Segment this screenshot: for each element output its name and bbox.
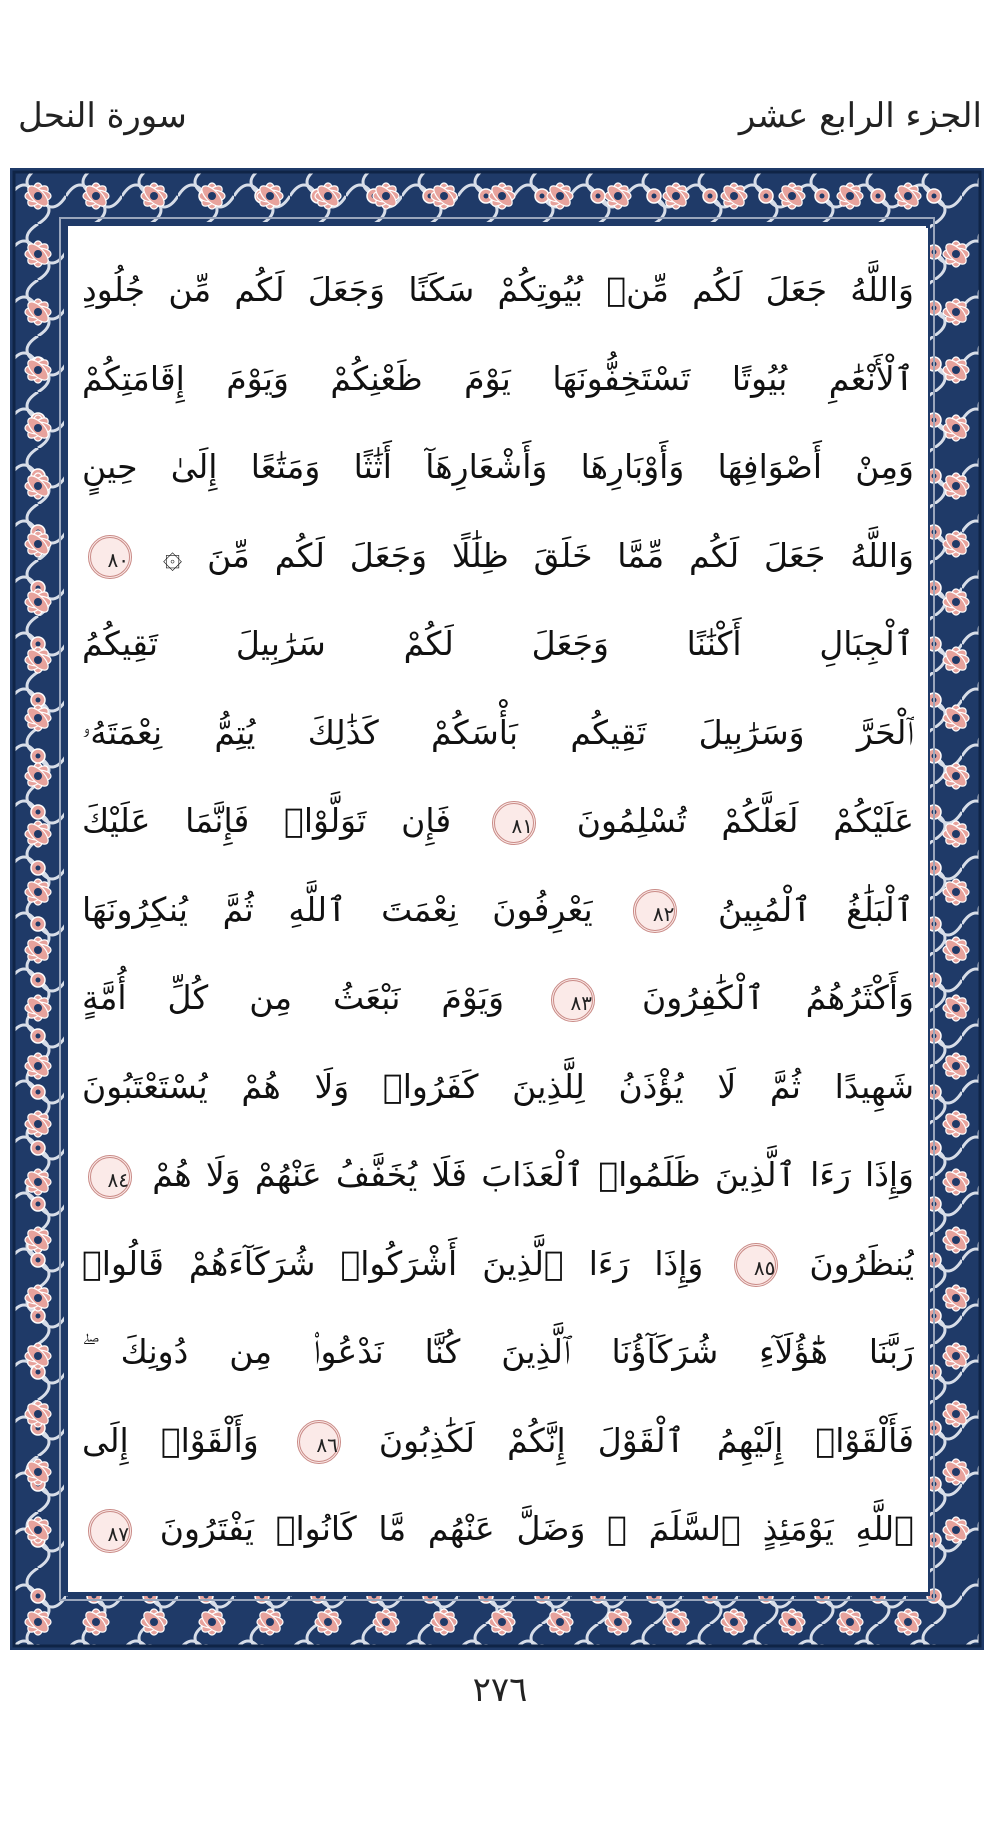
- rosette-ornament: [431, 183, 458, 210]
- rosette-ornament: [943, 647, 970, 674]
- rosette-ornament: [837, 183, 864, 210]
- rosette-ornament: [489, 183, 516, 210]
- rosette-ornament: [25, 1111, 52, 1138]
- rosette-ornament: [895, 1609, 922, 1636]
- rosette-ornament: [141, 1609, 168, 1636]
- verse-text: وَاللَّهُ جَعَلَ لَكُم مِّمَّا خَلَقَ ظِلَٰلًا وَجَعَلَ لَكُم مِّنَ: [207, 535, 914, 575]
- rosette-ornament: [547, 1609, 574, 1636]
- rosette-ornament: [373, 183, 400, 210]
- rosette-ornament: [943, 821, 970, 848]
- rosette-ornament: [943, 1517, 970, 1544]
- rosette-ornament: [25, 415, 52, 442]
- rosette-ornament: [25, 1609, 52, 1636]
- page-header: [0, 96, 1000, 156]
- rosette-ornament: [605, 1609, 632, 1636]
- verse-text: رَبَّنَا هَٰٓؤُلَآءِ شُرَكَآؤُنَا ٱلَّذِينَ كُنَّا نَدْعُوا۟ مِن دُونِكَ ۖ: [82, 1332, 914, 1371]
- rosette-ornament: [25, 1459, 52, 1486]
- rosette-ornament: [25, 357, 52, 384]
- rosette-ornament: [199, 1609, 226, 1636]
- rosette-ornament: [943, 241, 970, 268]
- rosette-ornament: [943, 763, 970, 790]
- rosette-ornament: [943, 937, 970, 964]
- rosette-ornament: [25, 1401, 52, 1428]
- verse-text: يُنظَرُونَ: [809, 1243, 914, 1283]
- rosette-ornament: [25, 1285, 52, 1312]
- rosette-ornament: [943, 705, 970, 732]
- verse-line: [82, 339, 914, 419]
- rosette-ornament: [25, 241, 52, 268]
- rosette-ornament: [943, 1401, 970, 1428]
- rosette-ornament: [25, 1343, 52, 1370]
- verse-line: [82, 870, 914, 950]
- verse-text: فَإِن تَوَلَّوْا۟ فَإِنَّمَا عَلَيْكَ: [82, 801, 452, 840]
- rosette-ornament: [943, 415, 970, 442]
- verse-text: وَإِذَا رَءَا ٱلَّذِينَ أَشْرَكُوا۟ شُرَكَآءَهُمْ قَالُوا۟: [82, 1243, 704, 1283]
- rosette-ornament: [943, 1053, 970, 1080]
- verse-text: وَيَوْمَ نَبْعَثُ مِن كُلِّ أُمَّةٍ: [82, 978, 505, 1017]
- rosette-ornament: [315, 1609, 342, 1636]
- rosette-ornament: [315, 183, 342, 210]
- verse-line: [82, 1489, 914, 1569]
- ayah-number-marker: ٨٥: [734, 1243, 778, 1287]
- rosette-ornament: [25, 531, 52, 558]
- verse-text: وَأَلْقَوْا۟ إِلَى: [82, 1420, 259, 1460]
- rosette-ornament: [837, 1609, 864, 1636]
- rosette-ornament: [431, 1609, 458, 1636]
- verse-line: [82, 427, 914, 507]
- rosette-ornament: [257, 1609, 284, 1636]
- ayah-number-marker: ٨٤: [88, 1155, 132, 1199]
- rosette-ornament: [25, 589, 52, 616]
- verse-text: ٱلْأَنْعَٰمِ بُيُوتًا تَسْتَخِفُّونَهَا يَوْمَ ظَعْنِكُمْ وَيَوْمَ إِقَامَتِكُمْ: [82, 358, 914, 398]
- rosette-ornament: [943, 357, 970, 384]
- verse-line: [82, 250, 914, 330]
- rosette-ornament: [489, 1609, 516, 1636]
- ayah-number-marker: ٨٣: [551, 978, 595, 1022]
- rosette-ornament: [943, 589, 970, 616]
- rosette-ornament: [25, 995, 52, 1022]
- rosette-ornament: [25, 1169, 52, 1196]
- rosette-ornament: [943, 1227, 970, 1254]
- rosette-ornament: [943, 473, 970, 500]
- verse-text: ٱلْجِبَالِ أَكْنَٰنًا وَجَعَلَ لَكُمْ سَرَٰبِيلَ تَقِيكُمُ: [82, 624, 914, 663]
- rosette-ornament: [83, 183, 110, 210]
- rosette-ornament: [199, 183, 226, 210]
- verse-line: [82, 1401, 914, 1481]
- verse-line: [82, 958, 914, 1038]
- verse-text: ٱلْحَرَّ وَسَرَٰبِيلَ تَقِيكُم بَأْسَكُمْ كَذَٰلِكَ يُتِمُّ نِعْمَتَهُۥ: [82, 712, 914, 752]
- rosette-ornament: [943, 879, 970, 906]
- rosette-ornament: [25, 647, 52, 674]
- verse-line: [82, 693, 914, 773]
- rosette-ornament: [547, 183, 574, 210]
- verse-line: [82, 1135, 914, 1215]
- rosette-ornament: [943, 1285, 970, 1312]
- rosette-ornament: [895, 183, 922, 210]
- verse-text: وَإِذَا رَءَا ٱلَّذِينَ ظَلَمُوا۟ ٱلْعَذَابَ فَلَا يُخَفَّفُ عَنْهُمْ وَلَا هُمْ: [152, 1155, 914, 1194]
- rosette-ornament: [25, 879, 52, 906]
- rosette-ornament: [25, 1227, 52, 1254]
- rosette-ornament: [25, 763, 52, 790]
- verse-line: [82, 516, 914, 596]
- rosette-ornament: [83, 1609, 110, 1636]
- ayah-number-marker: ٨٦: [297, 1420, 341, 1464]
- rosette-ornament: [25, 937, 52, 964]
- ayah-number-marker: ٨٧: [88, 1509, 132, 1553]
- verse-text: وَاللَّهُ جَعَلَ لَكُم مِّنۢ بُيُوتِكُمْ سَكَنًا وَجَعَلَ لَكُم مِّن جُلُودِ: [82, 270, 914, 309]
- verse-line: [82, 1047, 914, 1127]
- verse-text: شَهِيدًا ثُمَّ لَا يُؤْذَنُ لِلَّذِينَ كَفَرُوا۟ وَلَا هُمْ يُسْتَعْتَبُونَ: [82, 1066, 914, 1106]
- hizb-star-symbol: ۞: [162, 535, 183, 575]
- juz-name: الجزء الرابع عشر: [738, 96, 982, 136]
- ayah-number-marker: ٨٢: [633, 889, 677, 933]
- rosette-ornament: [141, 183, 168, 210]
- rosette-ornament: [943, 531, 970, 558]
- rosette-ornament: [605, 183, 632, 210]
- verse-text: وَأَكْثَرُهُمُ ٱلْكَٰفِرُونَ: [641, 978, 914, 1017]
- rosette-ornament: [25, 473, 52, 500]
- verse-text: ٱللَّهِ يَوْمَئِذٍ ٱلسَّلَمَ ۖ وَضَلَّ عَنْهُم مَّا كَانُوا۟ يَفْتَرُونَ: [159, 1509, 914, 1548]
- rosette-ornament: [779, 183, 806, 210]
- rosette-ornament: [943, 299, 970, 326]
- surah-name: سورة النحل: [18, 96, 187, 136]
- rosette-ornament: [663, 1609, 690, 1636]
- verse-text: وَمِنْ أَصْوَافِهَا وَأَوْبَارِهَا وَأَشْعَارِهَآ أَثَٰثًا وَمَتَٰعًا إِلَىٰ حِينٍ: [82, 447, 914, 486]
- verse-line: [82, 1224, 914, 1304]
- rosette-ornament: [721, 183, 748, 210]
- rosette-ornament: [257, 183, 284, 210]
- rosette-ornament: [943, 1169, 970, 1196]
- rosette-ornament: [373, 1609, 400, 1636]
- verse-text: يَعْرِفُونَ نِعْمَتَ ٱللَّهِ ثُمَّ يُنكِرُونَهَا: [82, 889, 593, 929]
- verse-line: [82, 781, 914, 861]
- rosette-ornament: [25, 821, 52, 848]
- rosette-ornament: [721, 1609, 748, 1636]
- rosette-ornament: [25, 299, 52, 326]
- verse-line: [82, 1312, 914, 1392]
- rosette-ornament: [943, 995, 970, 1022]
- verse-line: [82, 604, 914, 684]
- rosette-ornament: [663, 183, 690, 210]
- page-number: ٢٧٦: [472, 1670, 528, 1710]
- ayah-number-marker: ٨٠: [88, 535, 132, 579]
- rosette-ornament: [25, 183, 52, 210]
- rosette-ornament: [943, 1111, 970, 1138]
- rosette-ornament: [943, 1459, 970, 1486]
- ayah-number-marker: ٨١: [492, 801, 536, 845]
- verse-text: فَأَلْقَوْا۟ إِلَيْهِمُ ٱلْقَوْلَ إِنَّكُمْ لَكَٰذِبُونَ: [378, 1420, 914, 1460]
- rosette-ornament: [25, 1517, 52, 1544]
- quran-text-panel: [68, 228, 928, 1592]
- rosette-ornament: [779, 1609, 806, 1636]
- rosette-ornament: [25, 705, 52, 732]
- rosette-ornament: [25, 1053, 52, 1080]
- verse-text: عَلَيْكُمْ لَعَلَّكُمْ تُسْلِمُونَ: [576, 801, 914, 840]
- rosette-ornament: [943, 1343, 970, 1370]
- verse-text: ٱلْبَلَٰغُ ٱلْمُبِينُ: [718, 889, 914, 929]
